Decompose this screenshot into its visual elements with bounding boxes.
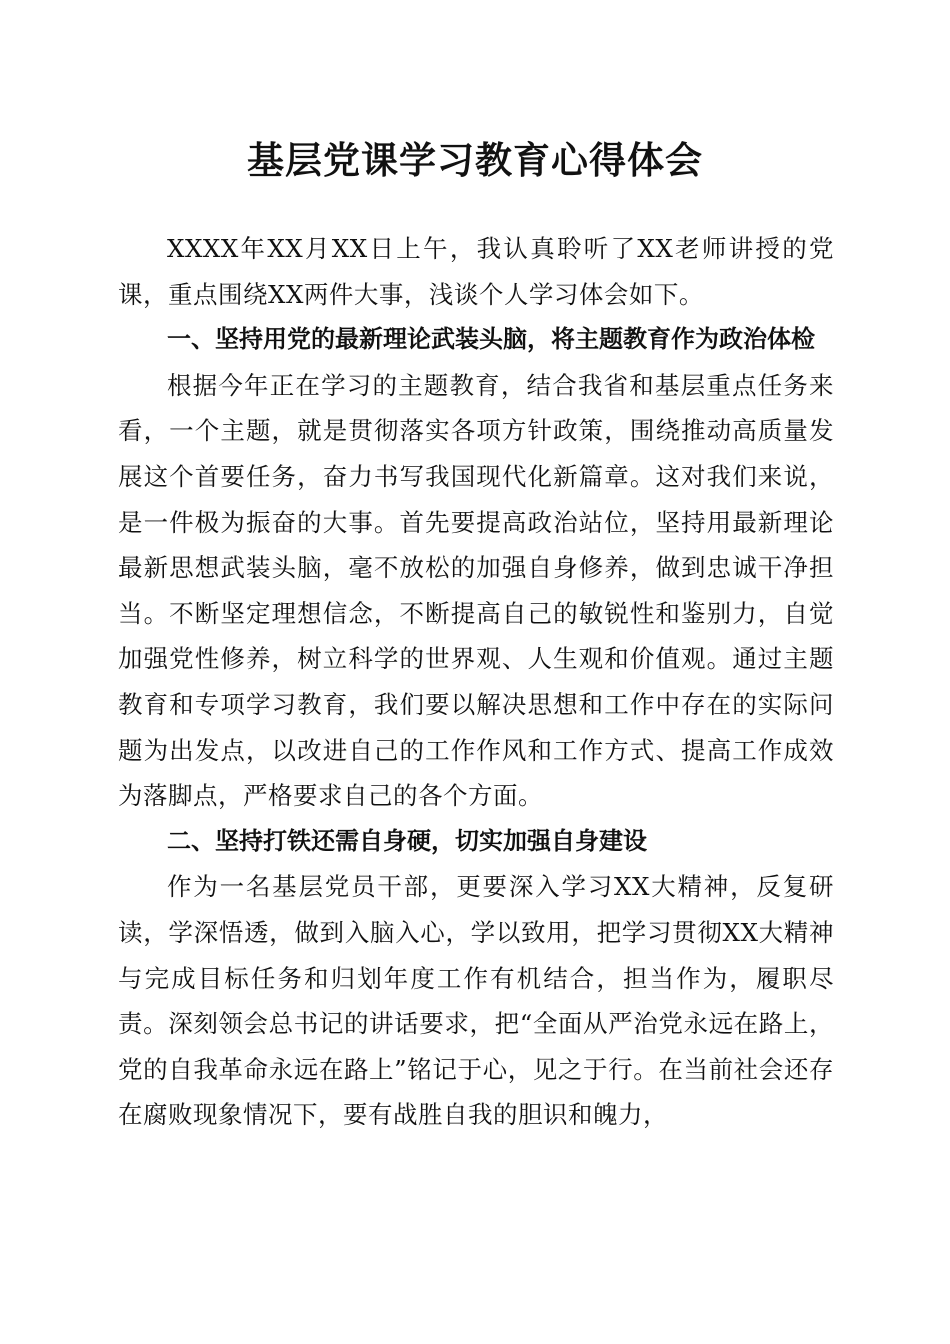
document-title: 基层党课学习教育心得体会 <box>247 138 703 182</box>
section-2-paragraph: 作为一名基层党员干部，更要深入学习XX大精神，反复研读，学深悟透，做到入脑入心，学以致用，把学习贯彻XX大精神与完成目标任务和归划年度工作有机结合，担当作为，履职尽责。深刻领会总书记的讲话要求，把“全面从严治党永远在路上，党的自我革命永远在路上”铭记于心，见之于行。在当前社会还存在腐败现象情况下，要有战胜自我的胆识和魄力， <box>118 872 834 1130</box>
document-body <box>118 226 834 1138</box>
intro-paragraph: XXXX年XX月XX日上午，我认真聆听了XX老师讲授的党课，重点围绕XX两件大事，浅谈个人学习体会如下。 <box>118 234 834 309</box>
section-heading-1: 一、坚持用党的最新理论武装头脑，将主题教育作为政治体检 <box>167 325 815 354</box>
section-1-paragraph: 根据今年正在学习的主题教育，结合我省和基层重点任务来看，一个主题，就是贯彻落实各项方针政策，围绕推动高质量发展这个首要任务，奋力书写我国现代化新篇章。这对我们来说，是一件极为振奋的大事。首先要提高政治站位，坚持用最新理论最新思想武装头脑，毫不放松的加强自身修养，做到忠诚干净担当。不断坚定理想信念，不断提高自己的敏锐性和鉴别力，自觉加强党性修养，树立科学的世界观、人生观和价值观。通过主题教育和专项学习教育，我们要以解决思想和工作中存在的实际问题为出发点，以改进自己的工作作风和工作方式、提高工作成效为落脚点，严格要求自己的各个方面。 <box>118 370 834 811</box>
section-heading-2: 二、坚持打铁还需自身硬，切实加强自身建设 <box>167 826 647 855</box>
